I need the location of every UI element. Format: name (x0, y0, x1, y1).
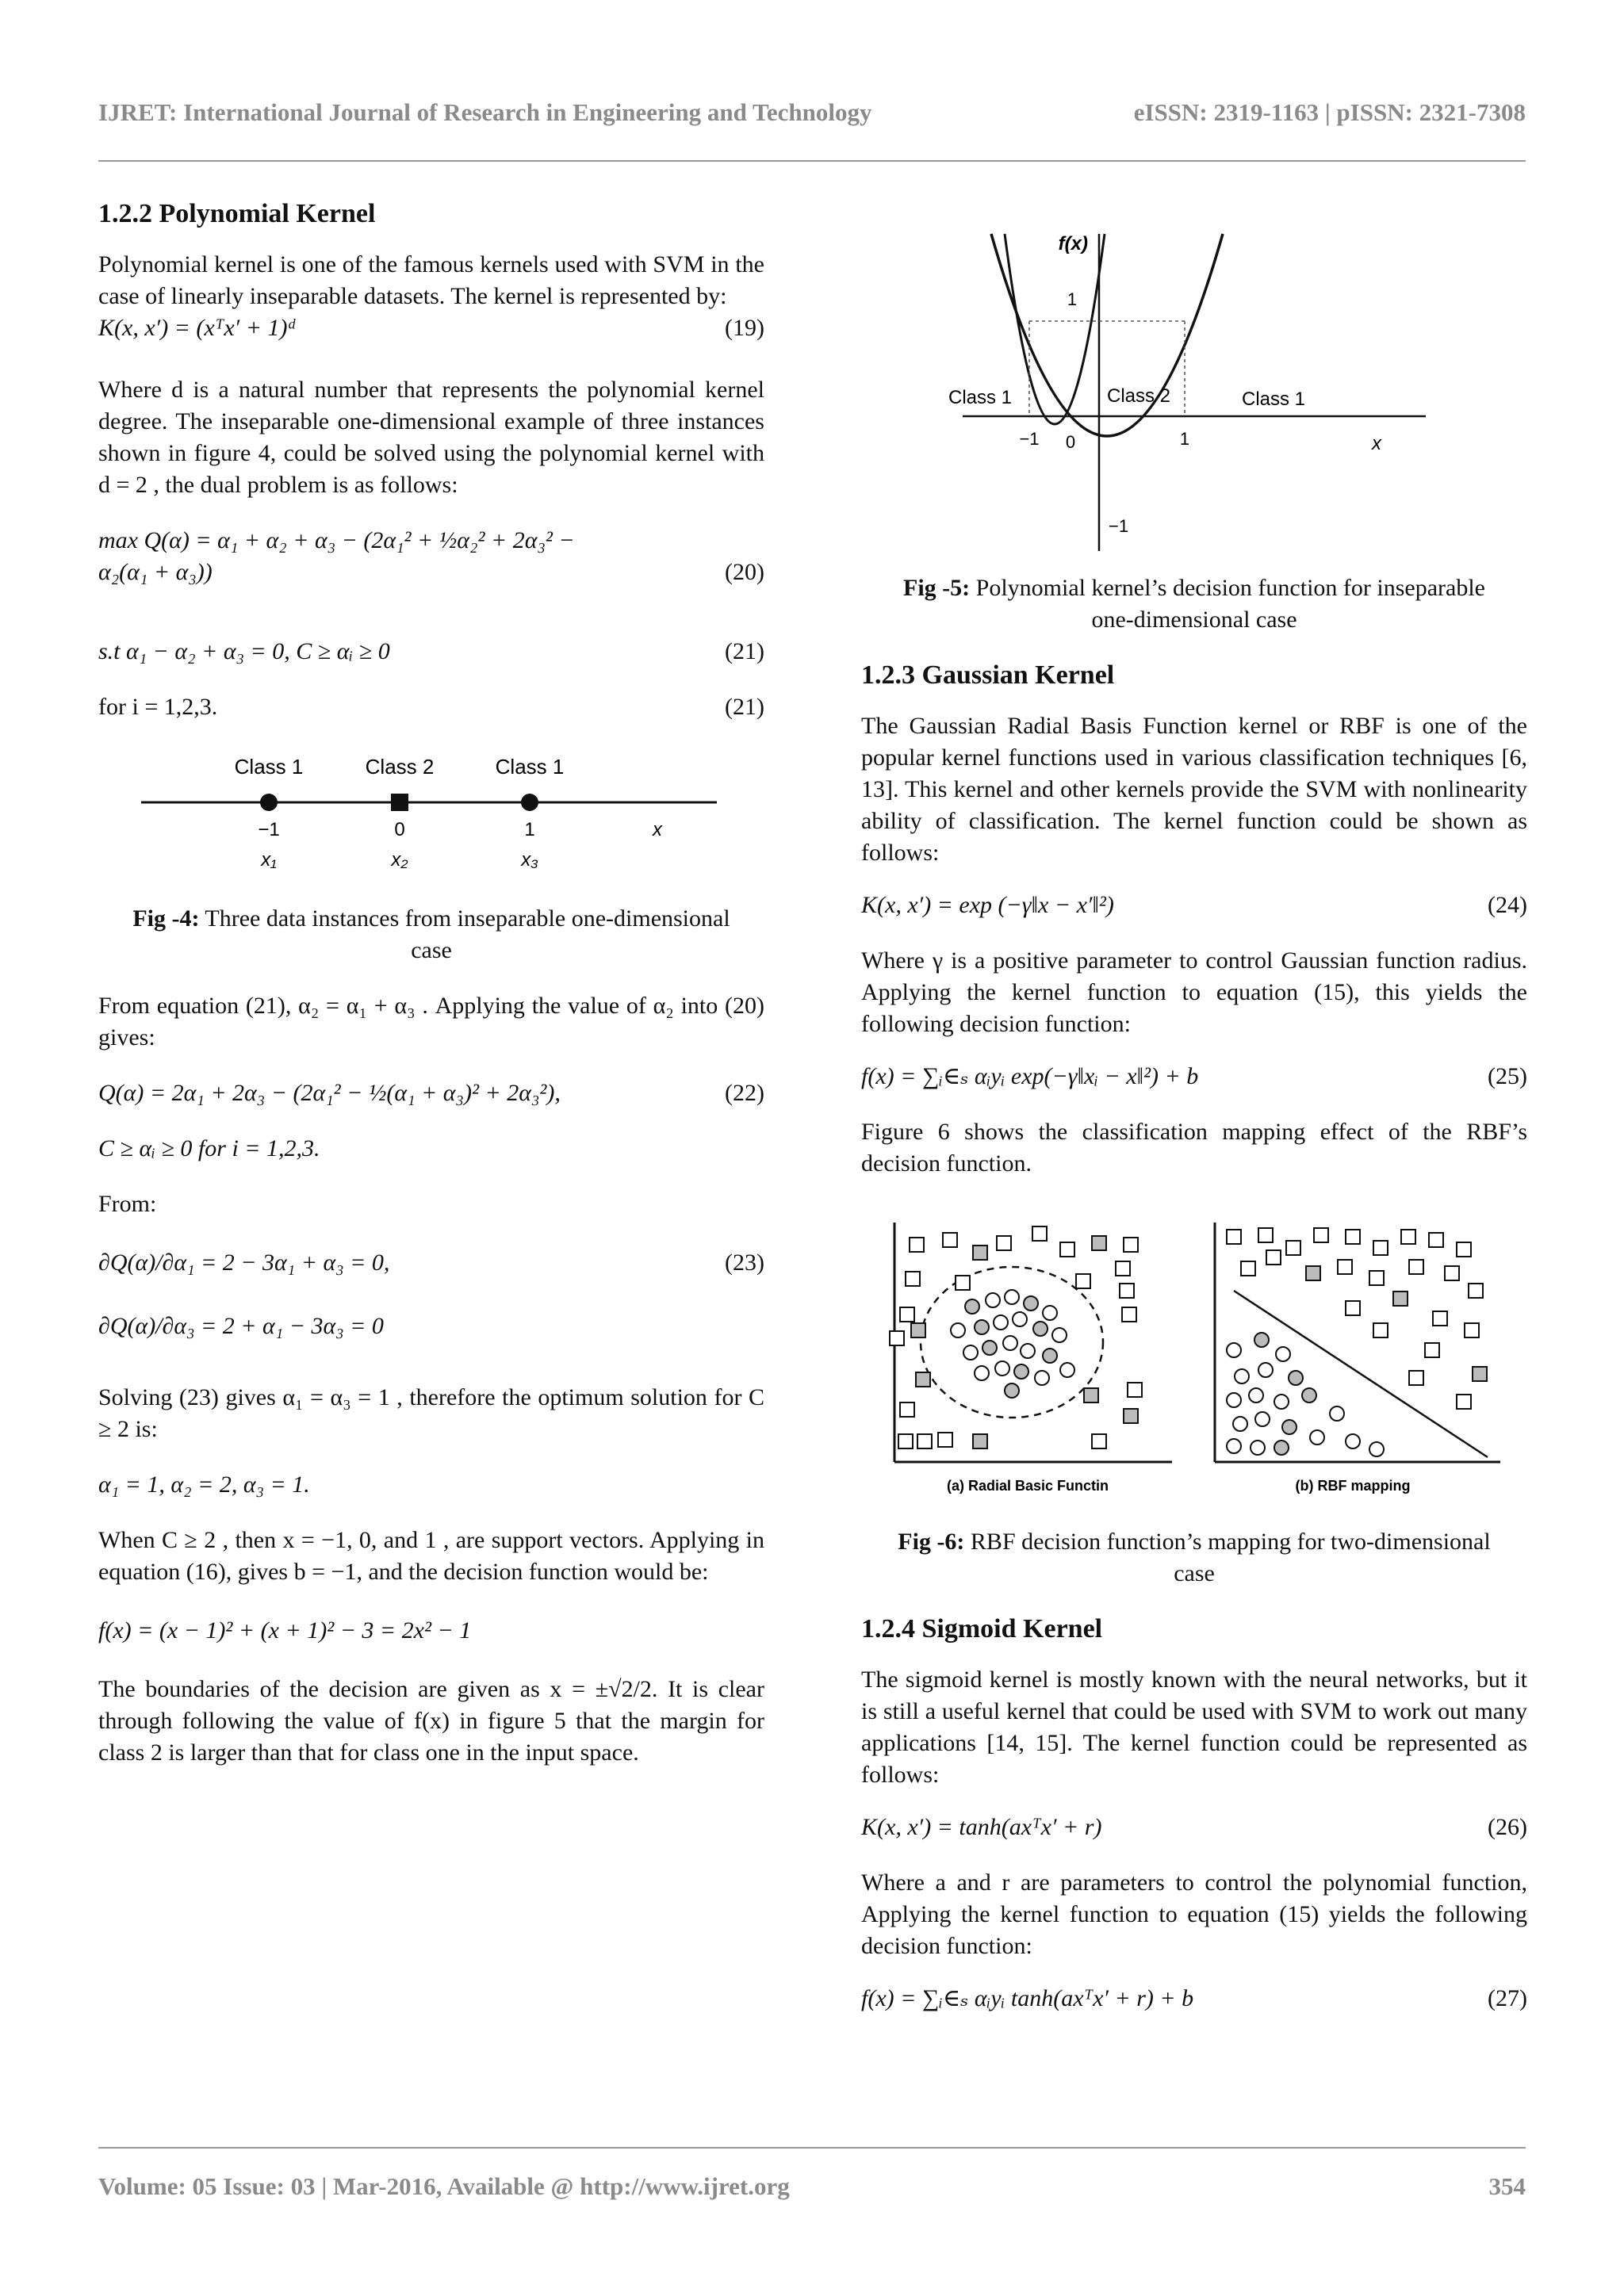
circle-marker (1043, 1349, 1057, 1363)
equation-20 (98, 525, 764, 588)
equation-number: (25) (1488, 1063, 1527, 1089)
equation-number: (21) (725, 638, 764, 664)
tick-label: 0 (1065, 432, 1076, 452)
square-marker (1409, 1371, 1423, 1385)
right-column (861, 218, 1527, 2038)
caption-text: Polynomial kernel’s decision function for inseparable one-dimensional case (975, 575, 1485, 633)
circle-marker (1289, 1371, 1303, 1385)
square-marker (1338, 1260, 1352, 1274)
square-marker (1346, 1230, 1360, 1244)
circle-marker (1258, 1363, 1273, 1377)
equation-body: for i = 1,2,3. (98, 694, 218, 720)
figure-5-plot (861, 218, 1527, 551)
equation-23b (98, 1311, 764, 1342)
circle-marker (1274, 1395, 1289, 1409)
square-marker (1227, 1230, 1241, 1244)
square-marker (997, 1236, 1011, 1250)
equation-number: (19) (725, 315, 764, 341)
caption-text: RBF decision function’s mapping for two-dimensional case (970, 1529, 1491, 1586)
circle-marker (1310, 1430, 1324, 1445)
circle-marker (1254, 1333, 1269, 1347)
square-marker (1373, 1241, 1388, 1255)
circle-marker (975, 1320, 989, 1334)
square-marker (1429, 1233, 1443, 1247)
equation-23a (98, 1247, 764, 1279)
equation-26 (861, 1812, 1527, 1843)
footer-volume: Volume: 05 Issue: 03 | Mar-2016, Available @ http://www.ijret.org (98, 2172, 790, 2200)
caption-label: Fig -5: (903, 575, 971, 601)
circle-marker (1014, 1364, 1028, 1379)
circle-marker (995, 1361, 1009, 1376)
class-label: Class 2 (1106, 385, 1171, 407)
circle-marker (951, 1323, 965, 1337)
square-marker (956, 1276, 970, 1290)
equation-22 (98, 1077, 764, 1109)
x-name: x₁ (261, 849, 277, 871)
circle-marker (1227, 1439, 1241, 1453)
solution (98, 1469, 764, 1501)
circle-marker (1235, 1369, 1249, 1383)
square-marker (1076, 1274, 1090, 1288)
square-marker (890, 1331, 904, 1345)
paragraph: The Gaussian Radial Basis Function kernel or RBF is one of the popular kernel functions used in various classification techniques [6, 13]. This kernel and other kernels provide the SVM with nonlinearity ability of classification. The kernel function could be shown as follows: (861, 713, 1527, 866)
square-marker (1084, 1388, 1098, 1402)
circle-marker (1060, 1363, 1074, 1377)
square-marker (916, 1372, 930, 1387)
caption-label: Fig -6: (898, 1529, 965, 1555)
equation-body: f(x) = ∑ᵢ∈ₛ αᵢyᵢ tanh(axᵀx′ + r) + b (861, 1985, 1194, 2011)
circle-marker (1052, 1328, 1067, 1342)
caption-label: Fig -4: (132, 905, 200, 932)
square-marker (1346, 1301, 1360, 1315)
square-marker (1128, 1383, 1142, 1397)
circle-marker (1013, 1312, 1027, 1326)
axis-label: x (653, 819, 662, 840)
class1-point (521, 794, 538, 811)
square-marker (898, 1434, 913, 1448)
figure-6 (861, 1211, 1527, 1513)
circle-marker (975, 1366, 989, 1380)
square-marker (1266, 1250, 1281, 1265)
header-rule (98, 160, 1526, 162)
circle-marker (1282, 1420, 1297, 1434)
square-marker (1445, 1266, 1459, 1280)
equation-25 (861, 1061, 1527, 1093)
circle-marker (1346, 1434, 1360, 1448)
square-marker (1393, 1292, 1408, 1306)
equation-body: Q(α) = 2α₁ + 2α₃ − (2α₁² − ½(α₁ + α₃)² + 2α₃²), (98, 1080, 561, 1106)
left-column (98, 198, 764, 1789)
square-marker (1433, 1311, 1447, 1326)
class1-point (260, 794, 278, 811)
equation-number: (21) (725, 694, 764, 720)
figure-5 (861, 218, 1527, 560)
square-marker (938, 1433, 952, 1447)
square-marker (900, 1402, 914, 1417)
square-marker (1473, 1367, 1487, 1381)
x-axis-label: x (1372, 433, 1381, 454)
equation-number: (23) (725, 1249, 764, 1276)
paragraph: From equation (21), α₂ = α₁ + α₃ . Applying the value of α₂ into (20) gives: (98, 993, 764, 1050)
equation-24 (861, 890, 1527, 921)
tick-label: −1 (1019, 429, 1040, 449)
square-marker (1120, 1284, 1134, 1298)
equation-body: α₁ = 1, α₂ = 2, α₃ = 1. (98, 1471, 310, 1498)
figure-4-plot (98, 755, 764, 882)
y-axis-label: f(x) (1058, 233, 1088, 254)
circle-marker (1274, 1441, 1289, 1455)
circle-marker (982, 1341, 997, 1355)
square-marker (1457, 1242, 1471, 1257)
tick-label: 1 (1179, 429, 1190, 449)
journal-title: IJRET: International Journal of Research in Engineering and Technology (98, 98, 872, 126)
paragraph: Where γ is a positive parameter to control Gaussian function radius. Applying the kernel function to equation (15), this yields the following decision function: (861, 947, 1527, 1037)
circle-marker (1021, 1344, 1035, 1358)
square-marker (973, 1246, 987, 1260)
square-marker (1241, 1261, 1255, 1276)
square-marker (910, 1238, 924, 1252)
square-marker (1314, 1228, 1328, 1242)
square-marker (1369, 1271, 1384, 1285)
footer-rule (98, 2147, 1526, 2149)
equation-body: ∂Q(α)/∂α₁ = 2 − 3α₁ + α₃ = 0, (98, 1249, 390, 1276)
equation-number: (20) (725, 559, 764, 585)
circle-marker (1255, 1412, 1270, 1426)
square-marker (1373, 1323, 1388, 1337)
equation-19 (98, 312, 764, 344)
circle-marker (1035, 1371, 1049, 1385)
circle-marker (1227, 1393, 1241, 1407)
equation-body: f(x) = ∑ᵢ∈ₛ αᵢyᵢ exp(−γ‖xᵢ − x‖²) + b (861, 1063, 1199, 1089)
equation-22-constraint (98, 1133, 764, 1165)
circle-marker (1249, 1388, 1263, 1402)
square-marker (1124, 1409, 1138, 1423)
figure-5-caption (893, 572, 1496, 636)
equation-line: α₂(α₁ + α₃)) (98, 559, 213, 585)
caption-text: Three data instances from inseparable one-dimensional case (205, 905, 730, 963)
tick-label: 0 (394, 819, 405, 840)
circle-marker (1330, 1406, 1344, 1421)
paragraph: The sigmoid kernel is mostly known with the neural networks, but it is still a useful kernel that could be used with SVM to work out many applications [14, 15]. The kernel function could be represented as follows: (861, 1667, 1527, 1788)
square-marker (1124, 1238, 1138, 1252)
square-marker (1306, 1266, 1320, 1280)
circle-marker (986, 1293, 1000, 1307)
circle-marker (963, 1345, 978, 1360)
equation-27 (861, 1983, 1527, 2015)
square-marker (1116, 1261, 1130, 1276)
equation-body: s.t α₁ − α₂ + α₃ = 0, C ≥ αᵢ ≥ 0 (98, 638, 390, 664)
equation-number: (22) (725, 1080, 764, 1106)
square-marker (973, 1434, 987, 1448)
class-label: Class 1 (234, 755, 304, 779)
panel-b-label: (b) RBF mapping (1295, 1478, 1411, 1494)
paragraph: When C ≥ 2 , then x = −1, 0, and 1 , are support vectors. Applying in equation (16), gives b = −1, and the decision function would be: (98, 1527, 764, 1585)
circle-marker (1369, 1442, 1384, 1456)
equation-decision (98, 1615, 764, 1647)
equation-line: max Q(α) = α₁ + α₂ + α₃ − (2α₁² + ½α₂² + 2α₃² − (98, 527, 575, 553)
figure-6-caption (893, 1526, 1496, 1590)
equation-21b (98, 691, 764, 723)
square-marker (1469, 1284, 1483, 1298)
equation-number: (27) (1488, 1985, 1527, 2011)
figure-6-plot (861, 1211, 1527, 1505)
circle-marker (1024, 1296, 1038, 1311)
equation-number: (24) (1488, 892, 1527, 918)
circle-marker (1005, 1290, 1019, 1304)
circle-marker (965, 1299, 979, 1314)
x-name: x₂ (391, 849, 408, 871)
paragraph: Polynomial kernel is one of the famous kernels used with SVM in the case of linearly inseparable datasets. The kernel is represented by: (98, 251, 764, 309)
panel-a-label: (a) Radial Basic Functin (946, 1478, 1109, 1494)
class-label: Class 1 (1241, 388, 1306, 410)
square-marker (1092, 1236, 1106, 1250)
paragraph: Solving (23) gives α₁ = α₃ = 1 , therefore the optimum solution for C ≥ 2 is: (98, 1384, 764, 1442)
square-marker (943, 1233, 957, 1247)
circle-marker (1033, 1322, 1048, 1336)
equation-21a (98, 636, 764, 668)
square-marker (1032, 1226, 1047, 1241)
paragraph: The boundaries of the decision are given as x = ±√2/2. It is clear through following the value of f(x) in figure 5 that the margin for class 2 is larger than that for class one in the input space. (98, 1676, 764, 1766)
square-marker (917, 1434, 932, 1448)
square-marker (1409, 1260, 1423, 1274)
square-marker (1286, 1241, 1300, 1255)
equation-body: ∂Q(α)/∂α₃ = 2 + α₁ − 3α₃ = 0 (98, 1313, 384, 1339)
square-marker (1425, 1343, 1439, 1357)
equation-body: K(x, x′) = tanh(axᵀx′ + r) (861, 1814, 1102, 1840)
square-marker (1060, 1242, 1074, 1257)
section-title-polynomial: 1.2.2 Polynomial Kernel (98, 199, 376, 228)
paragraph: Where d is a natural number that represents the polynomial kernel degree. The inseparable one-dimensional example of three instances shown in figure 4, could be solved using the polynomial kernel with d = 2 , the dual problem is as follows: (98, 377, 764, 498)
square-marker (1401, 1230, 1415, 1244)
tick-label: −1 (258, 819, 280, 840)
circle-marker (1227, 1343, 1241, 1357)
class-label: Class 2 (365, 755, 435, 779)
square-marker (1092, 1434, 1106, 1448)
page-number: 354 (1488, 2172, 1526, 2200)
circle-marker (1276, 1347, 1290, 1361)
circle-marker (1233, 1417, 1247, 1431)
square-marker (900, 1307, 914, 1322)
circle-marker (1302, 1388, 1316, 1402)
paragraph: Where a and r are parameters to control the polynomial function, Applying the kernel function to equation (15) yields the following decision function: (861, 1869, 1527, 1959)
equation-body: f(x) = (x − 1)² + (x + 1)² − 3 = 2x² − 1 (98, 1617, 472, 1644)
square-marker (1457, 1395, 1471, 1409)
tick-label: 1 (524, 819, 535, 840)
issn: eISSN: 2319-1163 | pISSN: 2321-7308 (1133, 98, 1526, 126)
paragraph: From: (98, 1191, 157, 1217)
circle-marker (1043, 1306, 1057, 1320)
figure-4-caption (130, 903, 733, 966)
section-title-gaussian: 1.2.3 Gaussian Kernel (861, 660, 1115, 690)
square-marker (906, 1272, 920, 1286)
square-marker (1465, 1323, 1479, 1337)
equation-number: (26) (1488, 1814, 1527, 1840)
paragraph: Figure 6 shows the classification mapping effect of the RBF’s decision function. (861, 1119, 1527, 1177)
tick-label: −1 (1109, 516, 1129, 536)
class-label: Class 1 (495, 755, 565, 779)
equation-body: K(x, x′) = (xᵀx′ + 1)ᵈ (98, 315, 295, 341)
class-label: Class 1 (948, 387, 1013, 408)
square-marker (911, 1323, 925, 1337)
circle-marker (1003, 1336, 1017, 1350)
square-marker (1122, 1307, 1136, 1322)
figure-4 (98, 755, 764, 890)
x-name: x₃ (521, 849, 538, 871)
tick-label: 1 (1067, 289, 1078, 309)
square-marker (1258, 1228, 1273, 1242)
section-title-sigmoid: 1.2.4 Sigmoid Kernel (861, 1614, 1103, 1644)
circle-marker (994, 1315, 1008, 1330)
class2-point (391, 794, 408, 811)
circle-marker (1005, 1383, 1019, 1398)
circle-marker (1251, 1441, 1265, 1455)
equation-body: K(x, x′) = exp (−γ‖x − x′‖²) (861, 892, 1114, 918)
equation-body: C ≥ αᵢ ≥ 0 for i = 1,2,3. (98, 1135, 320, 1161)
